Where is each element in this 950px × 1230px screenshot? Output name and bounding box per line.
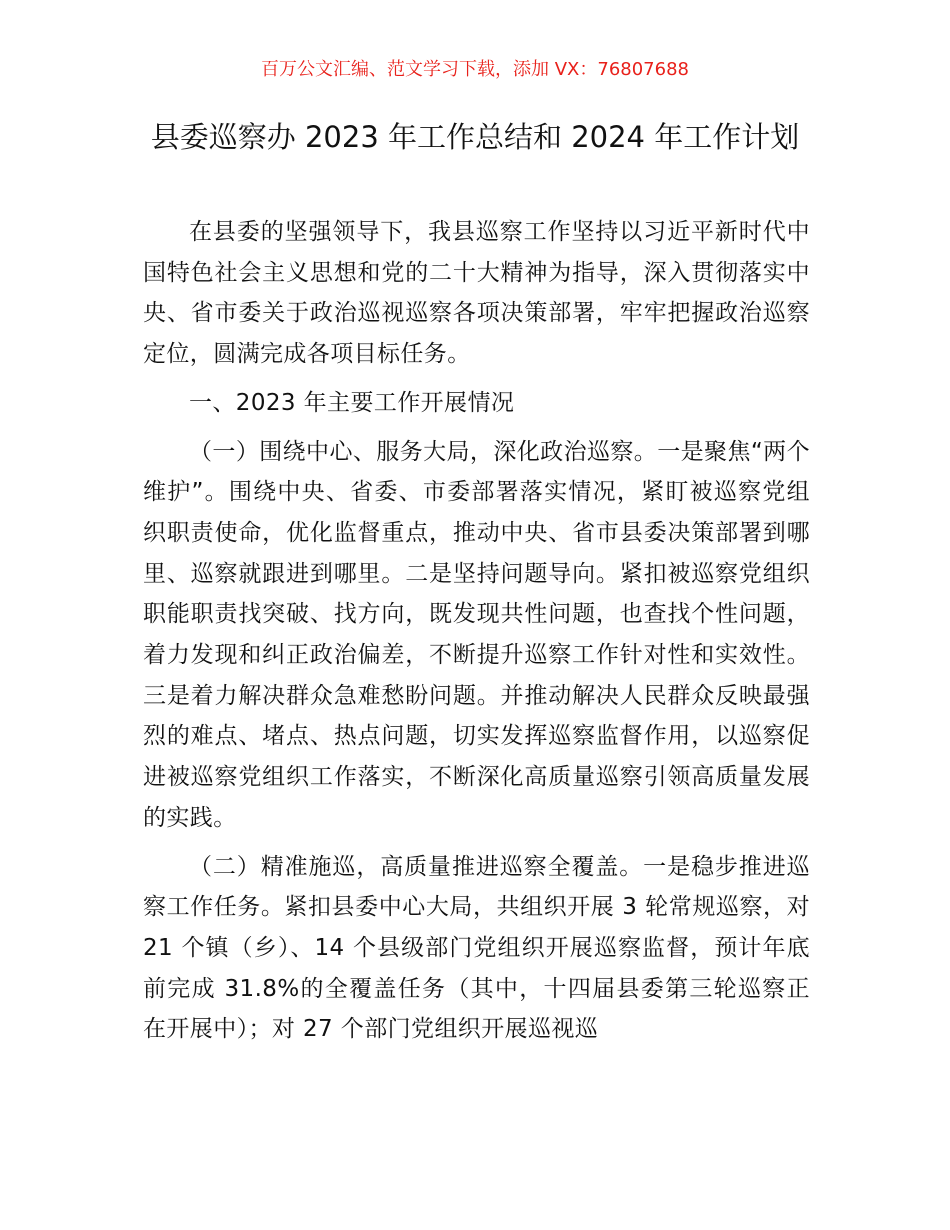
section-heading: 一、2023 年主要工作开展情况 <box>189 389 515 416</box>
intro-paragraph: 在县委的坚强领导下，我县巡察工作坚持以习近平新时代中国特色社会主义思想和党的二十大精神为指导，深入贯彻落实中央、省市委关于政治巡视巡察各项决策部署，牢牢把握政治巡察定位，圆满完成各项目标任务。 <box>143 219 810 368</box>
body-paragraph: （二）精准施巡，高质量推进巡察全覆盖。一是稳步推进巡察工作任务。紧扣县委中心大局，共组织开展 3 轮常规巡察，对 21 个镇（乡）、14 个县级部门党组织开展巡察监督，预计年底前完成 31.8%的全覆盖任务（其中，十四届县委第三轮巡察正在开展中）；对 27 个部门党组织开展巡视巡 <box>143 853 810 1043</box>
watermark-banner: 百万公文汇编、范文学习下载，添加 VX：76807688 <box>261 59 689 80</box>
document-body <box>143 212 810 1050</box>
body-paragraph: （一）围绕中心、服务大局，深化政治巡察。一是聚焦“两个维护”。围绕中央、省委、市委部署落实情况，紧盯被巡察党组织职责使命，优化监督重点，推动中央、省市县委决策部署到哪里、巡察就跟进到哪里。二是坚持问题导向。紧扣被巡察党组织职能职责找突破、找方向，既发现共性问题，也查找个性问题，着力发现和纠正政治偏差，不断提升巡察工作针对性和实效性。三是着力解决群众急难愁盼问题。并推动解决人民群众反映最强烈的难点、堵点、热点问题，切实发挥巡察监督作用，以巡察促进被巡察党组织工作落实，不断深化高质量巡察引领高质量发展的实践。 <box>143 438 810 831</box>
document-title: 县委巡察办 2023 年工作总结和 2024 年工作计划 <box>150 120 800 154</box>
